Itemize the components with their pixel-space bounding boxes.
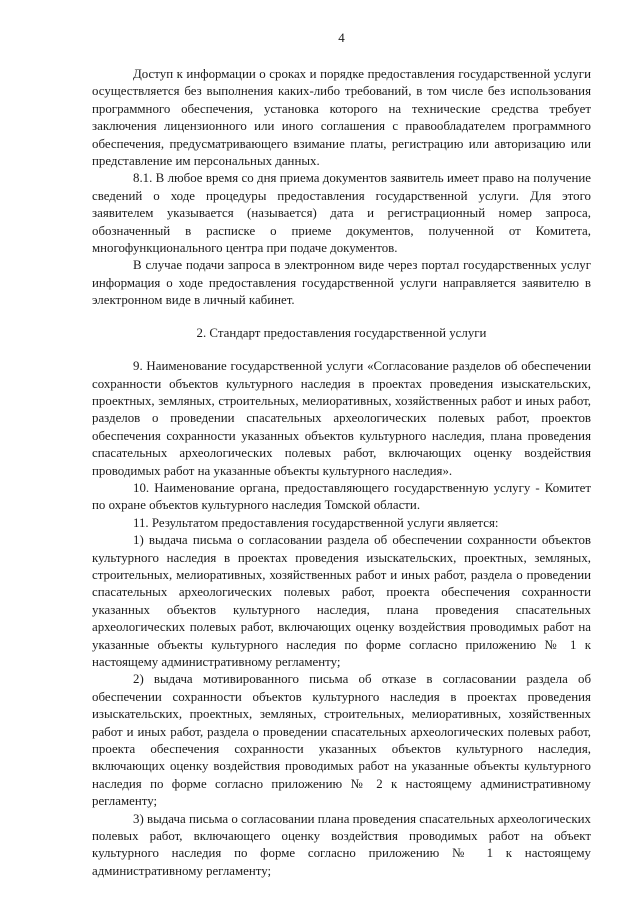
paragraph-9-service-name: 9. Наименование государственной услуги «Согласование разделов об обеспечении сохранности объектов культурного наследия в проектах проведения изыскательских, проектных, земляных, строительных, мелиоративных, хозяйственных работ и иных работ, разделов о проведении спасательных археологических полевых работ, проектов обеспечения сохранности указанных объектов культурного наследия, плана проведения спасательных археологических полевых работ, включающих оценку воздействия проводимых работ на указанные объекты культурного наследия». [92, 359, 591, 478]
paragraph-access-info: Доступ к информации о сроках и порядке предоставления государственной услуги осуществляется без выполнения каких-либо требований, в том числе без использования программного обеспечения, установка которого на технические средства требует заключения лицензионного или иного соглашения с правообладателем программного обеспечения, предусматривающего взимание платы, регистрацию или авторизацию или представление им персональных данных. [92, 67, 591, 169]
list-item-1: 1) выдача письма о согласовании раздела об обеспечении сохранности объектов культурного наследия в проектах проведения изыскательских, проектных, земляных, строительных, мелиоративных, хозяйственных работ и иных работ, раздела о проведении спасательных археологических полевых работ, проекта обеспечения сохранности указанных объектов культурного наследия, плана проведения спасательных археологических полевых работ, включающих оценку воздействия проводимых работ на указанные объекты культурного наследия по форме согласно приложению № 1 к настоящему административному регламенту; [92, 533, 591, 669]
list-item-2: 2) выдача мотивированного письма об отказе в согласовании раздела об обеспечении сохранности объектов культурного наследия в проектах проведения изыскательских, проектных, земляных, строительных, мелиоративных, хозяйственных работ и иных работ, раздела о проведении спасательных археологических полевых работ, проекта обеспечения сохранности указанных объектов культурного наследия, включающих оценку воздействия проводимых работ на указанные объекты культурного наследия по форме согласно приложению № 2 к настоящему административному регламенту; [92, 672, 591, 809]
paragraph-10-authority: 10. Наименование органа, предоставляющего государственную услугу - Комитет по охране объектов культурного наследия Томской области. [92, 480, 591, 513]
list-item-3: 3) выдача письма о согласовании плана проведения спасательных археологических полевых работ, включающего оценку воздействия проводимых работ на объект культурного наследия по форме согласно приложению № 1 к настоящему административному регламенту; [92, 811, 591, 878]
paragraph-8-1: 8.1. В любое время со дня приема документов заявитель имеет право на получение сведений о ходе процедуры предоставления государственной услуги. Для этого заявителем указывается (называется) дата и регистрационный номер запроса, обозначенный в расписке о приеме документов, полученной от Комитета, многофункционального центра при подаче документов. [92, 171, 591, 256]
page-number: 4 [338, 30, 345, 45]
section-title: 2. Стандарт предоставления государственной услуги [196, 325, 487, 340]
paragraph-11-result: 11. Результатом предоставления государственной услуги является: [133, 515, 499, 530]
paragraph-electronic-request: В случае подачи запроса в электронном виде через портал государственных услуг информация о ходе предоставления государственной услуги направляется заявителю в электронном виде в личный кабинет. [92, 258, 591, 308]
